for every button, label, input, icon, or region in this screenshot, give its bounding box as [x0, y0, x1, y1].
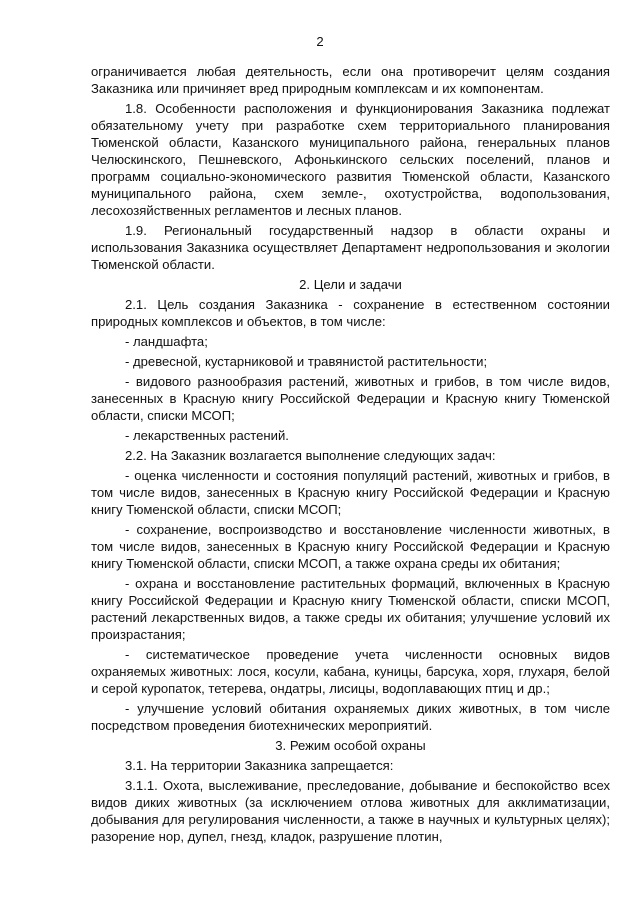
paragraph-2-1: 2.1. Цель создания Заказника - сохранение в естественном состоянии природных комплексов и объектов, в том числе:: [91, 297, 610, 329]
paragraph-intro-continuation: ограничивается любая деятельность, если она противоречит целям создания Заказника или причиняет вред природным комплексам и их компонентам.: [91, 64, 610, 96]
document-body: [91, 63, 610, 848]
list-item-landscape: - ландшафта;: [125, 334, 208, 349]
paragraph-3-1-1: 3.1.1. Охота, выслеживание, преследование, добывание и беспокойство всех видов диких животных (за исключением отлова животных для акклиматизации, добывания для регулирования численности, а также в научных и культурных целях); разорение нор, дупел, гнезд, кладок, разрушение плотин,: [91, 778, 610, 844]
section-heading-protection-regime: 3. Режим особой охраны: [275, 738, 426, 753]
list-item-plant-formations: - охрана и восстановление растительных формаций, включенных в Красную книгу Российской Федерации и Красную книгу Тюменской области, списки МСОП, растений лекарственных видов, а также среды их обитания; улучшение условий их произрастания;: [91, 576, 610, 642]
paragraph-3-1: 3.1. На территории Заказника запрещается:: [125, 758, 394, 773]
list-item-vegetation: - древесной, кустарниковой и травянистой растительности;: [125, 354, 488, 369]
page-number: 2: [316, 34, 324, 49]
paragraph-1-8: 1.8. Особенности расположения и функционирования Заказника подлежат обязательному учету при разработке схем территориального планирования Тюменской области, Казанского муниципального района, генеральных планов Челюскинского, Пешневского, Афонькинского сельских поселений, планов и программ социально-экономического развития Тюменской области, Казанского муниципального района, схем земле-, охотустройства, водопользования, лесохозяйственных регламентов и лесных планов.: [91, 101, 610, 218]
list-item-census: - систематическое проведение учета численности основных видов охраняемых животных: лося, косули, кабана, куницы, барсука, хоря, глухаря, белой и серой куропаток, тетерева, ондатры, лисицы, водоплавающих птиц и др.;: [91, 647, 610, 696]
list-item-habitat-improvement: - улучшение условий обитания охраняемых диких животных, в том числе посредством проведения биотехнических мероприятий.: [91, 701, 610, 733]
list-item-species-diversity: - видового разнообразия растений, животных и грибов, в том числе видов, занесенных в Красную книгу Российской Федерации и Красную книгу Тюменской области, списки МСОП;: [91, 374, 610, 423]
list-item-animal-restoration: - сохранение, воспроизводство и восстановление численности животных, в том числе видов, занесенных в Красную книгу Российской Федерации и Красную книгу Тюменской области, списки МСОП, а также охрана среды их обитания;: [91, 522, 610, 571]
list-item-population-assessment: - оценка численности и состояния популяций растений, животных и грибов, в том числе видов, занесенных в Красную книгу Российской Федерации и Красную книгу Тюменской области, списки МСОП;: [91, 468, 610, 517]
paragraph-2-2: 2.2. На Заказник возлагается выполнение следующих задач:: [125, 448, 496, 463]
paragraph-1-9: 1.9. Региональный государственный надзор в области охраны и использования Заказника осуществляет Департамент недропользования и экологии Тюменской области.: [91, 223, 610, 272]
section-heading-goals: 2. Цели и задачи: [299, 277, 402, 292]
list-item-medicinal-plants: - лекарственных растений.: [125, 428, 289, 443]
